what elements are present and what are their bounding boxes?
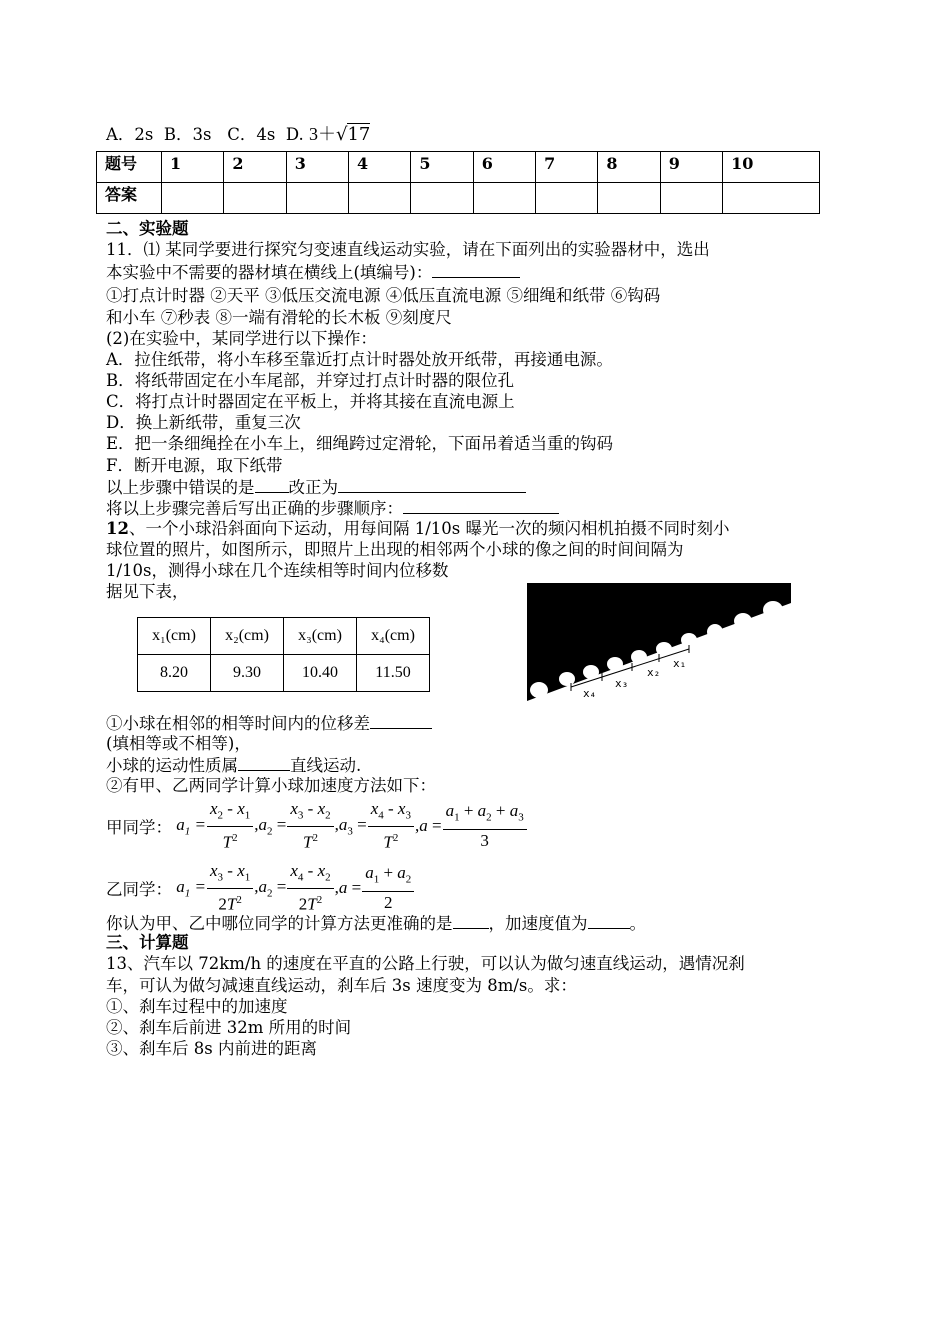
table-row	[138, 618, 430, 655]
q11-line3: ①打点计时器 ②天平 ③低压交流电源 ④低压直流电源 ⑤细绳和纸带 ⑥钩码	[106, 286, 661, 305]
q12-line2: 球位置的照片，如图所示，即照片上出现的相邻两个小球的像之间的时间间隔为	[106, 540, 684, 559]
answer-cell[interactable]	[349, 183, 411, 214]
strobe-photo	[527, 583, 791, 701]
q11-line4: 和小车 ⑦秒表 ⑧一端有滑轮的长木板 ⑨刻度尺	[106, 308, 452, 327]
table-cell: 3	[286, 152, 348, 183]
table-row	[138, 655, 430, 692]
q12-s3-prefix: 小球的运动性质属	[106, 756, 238, 775]
displacement-table	[137, 617, 430, 692]
table-cell: 5	[411, 152, 473, 183]
q11-line5: (2)在实验中，某同学进行以下操作：	[106, 329, 377, 348]
table-cell: 9.30	[211, 655, 284, 692]
answer-cell[interactable]	[536, 183, 598, 214]
q11-error-prefix: 以上步骤中错误的是	[106, 478, 255, 497]
table-cell: 1	[162, 152, 224, 183]
answer-cell[interactable]	[473, 183, 535, 214]
choice-c: C．4s	[227, 125, 276, 144]
choices-line: A．2s B．3s C．4s D. 3＋√17	[106, 124, 371, 145]
q11-step-d: D．换上新纸带，重复三次	[106, 413, 301, 432]
jia-formula: 甲同学： $a_1$ = $\frac{x_2 - x_1}{T^2}$ $,a_2$ = $\frac{x_3 - x_2}{T^2}$ $,a_3$ = $\frac{x_4 - x_3}{T^2}$ ,a = $\frac{a_1 + a_2 + a_3}{3}$	[106, 798, 528, 854]
table-cell: 11.50	[357, 655, 430, 692]
table-cell: 8	[598, 152, 660, 183]
q11-step-c: C．将打点计时器固定在平板上，并将其接在直流电源上	[106, 392, 515, 411]
choice-b: B．3s	[163, 125, 212, 144]
answer-table	[96, 151, 820, 214]
q12-s3-suffix: 直线运动.	[290, 756, 362, 775]
section2-title: 二、实验题	[106, 219, 189, 238]
photo-label-x2: x₂	[647, 666, 661, 679]
choice-d-root: 17	[347, 124, 371, 145]
table-cell: 4	[349, 152, 411, 183]
answer-cell[interactable]	[162, 183, 224, 214]
q11-error-blank[interactable]	[255, 476, 289, 493]
choice-d-label: D.	[285, 125, 304, 144]
q11-step-a: A．拉住纸带，将小车移至靠近打点计时器处放开纸带，再接通电源。	[106, 350, 613, 369]
answer-cell[interactable]	[224, 183, 286, 214]
q11-step-e: E．把一条细绳拴在小车上，细绳跨过定滑轮，下面吊着适当重的钩码	[106, 434, 614, 453]
yi-formula: 乙同学： $a_1$ = $\frac{x_3 - x_1}{2T^2}$ $,a_2$ = $\frac{x_4 - x_2}{2T^2}$ ,a = $\frac{a_1 + a_2}{2}$	[106, 860, 415, 916]
answer-cell[interactable]	[411, 183, 473, 214]
section3-title: 三、计算题	[106, 933, 189, 952]
q12-s1	[106, 712, 432, 734]
q12-s4: ②有甲、乙两同学计算小球加速度方法如下：	[106, 776, 436, 795]
q11-line1: 11．⑴ 某同学要进行探究匀变速直线运动实验，请在下面列出的实验器材中，选出	[106, 240, 710, 259]
table-cell: 10	[723, 152, 820, 183]
table-cell: 7	[536, 152, 598, 183]
photo-label-x4: x₄	[583, 687, 597, 700]
choice-d-value: 3＋	[308, 124, 336, 144]
q12-diff-blank[interactable]	[370, 712, 432, 729]
q13-line1: 13、汽车以 72km/h 的速度在平直的公路上行驶，可以认为做匀速直线运动，遇情况刹	[106, 954, 745, 973]
jia-label: 甲同学：	[106, 818, 172, 838]
q12-number: 12	[106, 519, 129, 538]
q13-part2: ②、刹车后前进 32m 所用的时间	[106, 1018, 352, 1037]
table-header-cell: x₄(cm)	[357, 618, 430, 655]
q12-s3	[106, 754, 361, 776]
answer-table-header-row	[97, 152, 820, 183]
table-header-cell: x₁(cm)	[138, 618, 211, 655]
strobe-photo-drawing	[527, 583, 791, 701]
q12-s2: (填相等或不相等)，	[106, 734, 251, 753]
yi-label: 乙同学：	[106, 880, 172, 900]
q11-correction-blank[interactable]	[338, 476, 526, 493]
answer-cell[interactable]	[660, 183, 722, 214]
answer-cell[interactable]	[598, 183, 660, 214]
q12-motion-blank[interactable]	[238, 754, 290, 771]
q12-line4: 据见下表，	[106, 582, 189, 601]
q13-part1: ①、刹车过程中的加速度	[106, 997, 288, 1016]
q13-line2: 车，可认为做匀减速直线运动，刹车后 3s 速度变为 8m/s。求：	[106, 976, 577, 995]
photo-label-x1: x₁	[673, 657, 687, 670]
q11-answer-blank[interactable]	[432, 261, 520, 278]
photo-label-x3: x₃	[615, 677, 629, 690]
q12-s5-suffix: 。	[629, 914, 646, 933]
q12-s5-prefix: 你认为甲、乙中哪位同学的计算方法更准确的是	[106, 914, 453, 933]
q11-error-mid: 改正为	[288, 478, 338, 497]
table-answer-label: 答案	[97, 183, 162, 214]
q12-s5	[106, 912, 646, 934]
table-cell: 2	[224, 152, 286, 183]
q12-line1	[106, 518, 729, 539]
q12-s1-text: ①小球在相邻的相等时间内的位移差	[106, 714, 370, 733]
q12-s5-mid: ，加速度值为	[488, 914, 588, 933]
q11-order-text: 将以上步骤完善后写出正确的步骤顺序：	[106, 499, 403, 518]
choice-a: A．2s	[106, 125, 154, 144]
q11-line2-text: 本实验中不需要的器材填在横线上(填编号)：	[106, 263, 433, 282]
table-header-label: 题号	[97, 152, 162, 183]
table-header-cell: x₃(cm)	[284, 618, 357, 655]
q12-method-blank[interactable]	[453, 912, 489, 929]
table-cell: 6	[473, 152, 535, 183]
table-cell: 8.20	[138, 655, 211, 692]
q11-line2	[106, 261, 520, 283]
answer-table-answer-row	[97, 183, 820, 214]
q12-accel-blank[interactable]	[588, 912, 630, 929]
q11-order-blank[interactable]	[403, 497, 559, 514]
q13-part3: ③、刹车后 8s 内前进的距离	[106, 1039, 317, 1058]
table-cell: 9	[660, 152, 722, 183]
answer-cell[interactable]	[723, 183, 820, 214]
table-cell: 10.40	[284, 655, 357, 692]
answer-cell[interactable]	[286, 183, 348, 214]
q11-order-line	[106, 497, 559, 519]
q11-error-line	[106, 476, 526, 498]
q12-line1-text: 、一个小球沿斜面向下运动，用每间隔 1/10s 曝光一次的频闪相机拍摄不同时刻小	[128, 519, 730, 538]
q11-step-b: B．将纸带固定在小车尾部，并穿过打点计时器的限位孔	[106, 371, 515, 390]
q11-step-f: F．断开电源，取下纸带	[106, 456, 283, 475]
q12-line3: 1/10s，测得小球在几个连续相等时间内位移数	[106, 561, 449, 580]
table-header-cell: x₂(cm)	[211, 618, 284, 655]
